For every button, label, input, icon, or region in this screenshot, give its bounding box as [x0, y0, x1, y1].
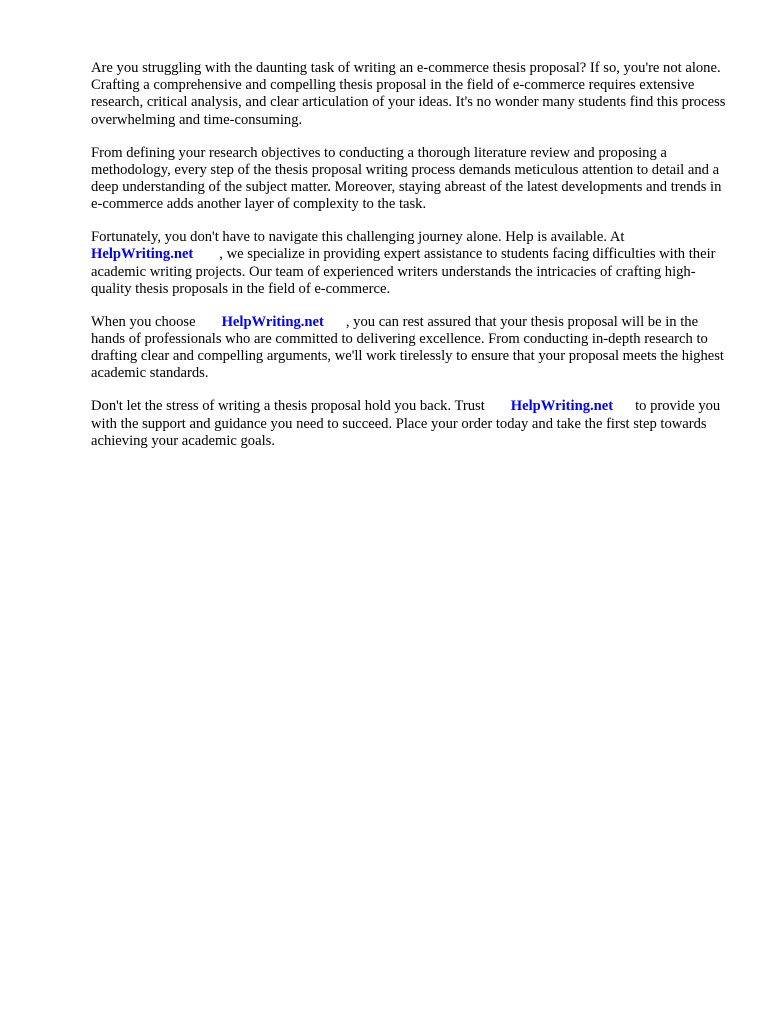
paragraph-call-to-action [91, 398, 731, 450]
paragraph-text: Don't let the stress of writing a thesis proposal hold you back. Trust [91, 398, 485, 415]
paragraph-process: From defining your research objectives to conducting a thorough literature review and proposing a methodology, every step of the thesis proposal writing process demands meticulous attention to detail and a deep understanding of the subject matter. Moreover, staying abreast of the latest developments and trends in e-commerce adds another layer of complexity to the task. [91, 144, 722, 213]
paragraph-text: When you choose [91, 313, 196, 330]
paragraph-text: to provide you with the support and guidance you need to succeed. Place your order today and take the first step towards achieving your academic goals. [91, 398, 721, 449]
paragraph-text: , you can rest assured that your thesis proposal will be in the hands of professionals who are committed to delivering excellence. From conducting in-depth research to drafting clear and compelling arguments, we'll work tirelessly to ensure that your proposal meets the highest academic standards. [91, 313, 724, 382]
helpwriting-link[interactable]: HelpWriting.net [221, 313, 324, 330]
paragraph-choose [91, 314, 731, 383]
paragraph-text: , we specialize in providing expert assistance to students facing difficulties with their academic writing projects. Our team of experienced writers understands the intricacies of crafting high-quality thesis proposals in the field of e-commerce. [91, 246, 716, 297]
helpwriting-link[interactable]: HelpWriting.net [91, 246, 194, 263]
document-body [91, 60, 731, 466]
paragraph-help-available [91, 229, 731, 298]
paragraph-text: Fortunately, you don't have to navigate this challenging journey alone. Help is available. At [91, 229, 625, 246]
helpwriting-link[interactable]: HelpWriting.net [510, 398, 614, 415]
paragraph-intro: Are you struggling with the daunting task of writing an e-commerce thesis proposal? If so, you're not alone. Crafting a comprehensive and compelling thesis proposal in the field of e-commerce requires extensive research, critical analysis, and clear articulation of your ideas. It's no wonder many students find this process overwhelming and time-consuming. [91, 60, 726, 128]
